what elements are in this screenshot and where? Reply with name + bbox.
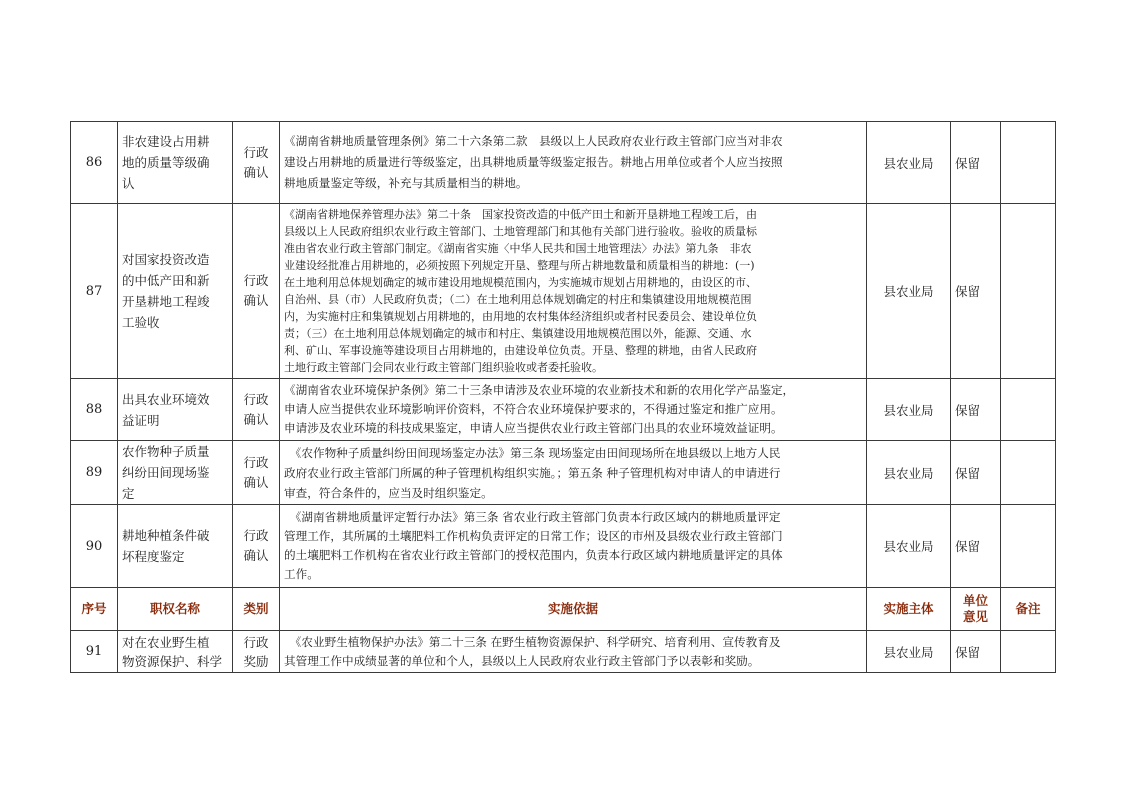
authority-name: 对国家投资改造 的中低产田和新 开垦耕地工程竣 工验收 bbox=[118, 204, 233, 379]
remarks bbox=[1001, 631, 1056, 673]
authority-type: 行政 奖励 bbox=[233, 631, 280, 673]
implementing-body: 县农业局 bbox=[867, 441, 951, 505]
authority-type: 行政 确认 bbox=[233, 204, 280, 379]
implementing-body: 县农业局 bbox=[867, 505, 951, 588]
legal-basis: 《湖南省农业环境保护条例》第二十三条申请涉及农业环境的农业新技术和新的农用化学产品鉴定， 申请人应当提供农业环境影响评价资料，不符合农业环境保护要求的，不得通过鉴定和推广应用。 申请涉及农业环境的科技成果鉴定，申请人应当提供农业行政主管部门出具的农业环境效益证明。 bbox=[280, 379, 867, 441]
row-number: 88 bbox=[71, 379, 118, 441]
table-row-86 bbox=[71, 122, 1056, 204]
unit-opinion: 保留 bbox=[951, 441, 1001, 505]
implementing-body: 县农业局 bbox=[867, 122, 951, 204]
authority-type: 行政 确认 bbox=[233, 379, 280, 441]
row-number: 87 bbox=[71, 204, 118, 379]
authority-name: 对在农业野生植 物资源保护、科学 bbox=[118, 631, 233, 673]
remarks bbox=[1001, 379, 1056, 441]
unit-opinion: 保留 bbox=[951, 204, 1001, 379]
implementing-body: 县农业局 bbox=[867, 631, 951, 673]
legal-basis: 《农作物种子质量纠纷田间现场鉴定办法》第三条 现场鉴定由田间现场所在地县级以上地方人民 政府农业行政主管部门所属的种子管理机构组织实施。；第五条 种子管理机构对申请人的申请进行 审查，符合条件的，应当及时组织鉴定。 bbox=[280, 441, 867, 505]
remarks bbox=[1001, 204, 1056, 379]
table-row-88 bbox=[71, 379, 1056, 441]
unit-opinion: 保留 bbox=[951, 379, 1001, 441]
header-basis: 实施依据 bbox=[280, 588, 867, 631]
unit-opinion: 保留 bbox=[951, 631, 1001, 673]
authority-name: 出具农业环境效 益证明 bbox=[118, 379, 233, 441]
legal-basis: 《农业野生植物保护办法》第二十三条 在野生植物资源保护、科学研究、培育利用、宣传教育及 其管理工作中成绩显著的单位和个人，县级以上人民政府农业行政主管部门予以表彰和奖励。 bbox=[280, 631, 867, 673]
table-row-90 bbox=[71, 505, 1056, 588]
authority-name: 农作物种子质量 纠纷田间现场鉴 定 bbox=[118, 441, 233, 505]
table-row-89 bbox=[71, 441, 1056, 505]
authority-name: 非农建设占用耕 地的质量等级确 认 bbox=[118, 122, 233, 204]
remarks bbox=[1001, 505, 1056, 588]
header-name: 职权名称 bbox=[118, 588, 233, 631]
header-opinion: 单位 意见 bbox=[951, 588, 1001, 631]
row-number: 90 bbox=[71, 505, 118, 588]
authority-type: 行政 确认 bbox=[233, 441, 280, 505]
unit-opinion: 保留 bbox=[951, 505, 1001, 588]
authority-type: 行政 确认 bbox=[233, 505, 280, 588]
table-header-row bbox=[71, 588, 1056, 631]
authority-table bbox=[70, 121, 1056, 673]
legal-basis: 《湖南省耕地质量评定暂行办法》第三条 省农业行政主管部门负责本行政区域内的耕地质量评定 管理工作，其所属的土壤肥料工作机构负责评定的日常工作；设区的市州及县级农业行政主管部门 的土壤肥料工作机构在省农业行政主管部门的授权范围内，负责本行政区域内耕地质量评定的具体 工作。 bbox=[280, 505, 867, 588]
implementing-body: 县农业局 bbox=[867, 379, 951, 441]
header-note: 备注 bbox=[1001, 588, 1056, 631]
legal-basis: 《湖南省耕地质量管理条例》第二十六条第二款 县级以上人民政府农业行政主管部门应当对非农 建设占用耕地的质量进行等级鉴定，出具耕地质量等级鉴定报告。耕地占用单位或者个人应当按照 耕地质量鉴定等级，补充与其质量相当的耕地。 bbox=[280, 122, 867, 204]
row-number: 86 bbox=[71, 122, 118, 204]
implementing-body: 县农业局 bbox=[867, 204, 951, 379]
authority-type: 行政 确认 bbox=[233, 122, 280, 204]
legal-basis: 《湖南省耕地保养管理办法》第二十条 国家投资改造的中低产田土和新开垦耕地工程竣工后，由 县级以上人民政府组织农业行政主管部门、土地管理部门和其他有关部门进行验收。验收的质量标 准由省农业行政主管部门制定。《湖南省实施〈中华人民共和国土地管理法〉办法》第九条 非农 业建设经批准占用耕地的，必须按照下列规定开垦、整理与所占耕地数量和质量相当的耕地：(一) 在土地利用总体规划确定的城市建设用地规模范围内，为实施城市规划占用耕地的，由设区的市、 自治州、县（市）人民政府负责；（二）在土地利用总体规划确定的村庄和集镇建设用地规模范围 内，为实施村庄和集镇规划占用耕地的，由用地的农村集体经济组织或者村民委员会、建设单位负 责；（三）在土地利用总体规划确定的城市和村庄、集镇建设用地规模范围以外，能源、交通、水 利、矿山、军事设施等建设项目占用耕地的，由建设单位负责。开垦、整理的耕地，由省人民政府 土地行政主管部门会同农业行政主管部门组织验收或者委托验收。 bbox=[280, 204, 867, 379]
row-number: 89 bbox=[71, 441, 118, 505]
header-subject: 实施主体 bbox=[867, 588, 951, 631]
table-row-91 bbox=[71, 631, 1056, 673]
row-number: 91 bbox=[71, 631, 118, 673]
header-type: 类别 bbox=[233, 588, 280, 631]
authority-name: 耕地种植条件破 坏程度鉴定 bbox=[118, 505, 233, 588]
header-number: 序号 bbox=[71, 588, 118, 631]
remarks bbox=[1001, 122, 1056, 204]
table-row-87 bbox=[71, 204, 1056, 379]
unit-opinion: 保留 bbox=[951, 122, 1001, 204]
remarks bbox=[1001, 441, 1056, 505]
